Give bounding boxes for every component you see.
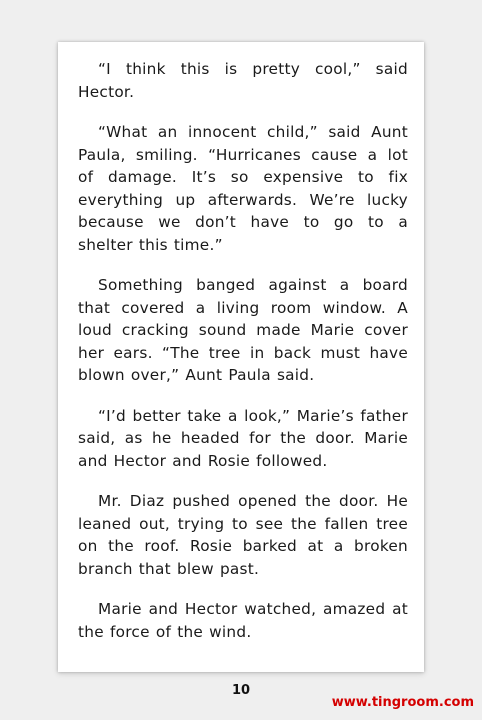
watermark-text: www.tingroom.com	[331, 695, 474, 710]
book-page	[58, 42, 424, 672]
paragraph-3: Something banged against a board that covered a living room window. A loud cracking sound made Marie cover her ears. “The tree in back must have blown over,” Aunt Paula said.	[78, 276, 408, 384]
page-text	[78, 58, 408, 643]
page-number: 10	[231, 683, 251, 698]
paragraph-4: “I’d better take a look,” Marie’s father said, as he headed for the door. Marie and Hector and Rosie followed.	[78, 406, 408, 470]
paragraph-5: Mr. Diaz pushed opened the door. He leaned out, trying to see the fallen tree on the roof. Rosie barked at a broken branch that blew past.	[78, 492, 408, 578]
paragraph-6: Marie and Hector watched, amazed at the force of the wind.	[78, 600, 408, 641]
paragraph-2: “What an innocent child,” said Aunt Paula, smiling. “Hurricanes cause a lot of damage. It’s so expensive to fix everything up afterwards. We’re lucky because we don’t have to go to a shelter this time.”	[78, 123, 408, 254]
paragraph-1: “I think this is pretty cool,” said Hector.	[78, 60, 408, 101]
